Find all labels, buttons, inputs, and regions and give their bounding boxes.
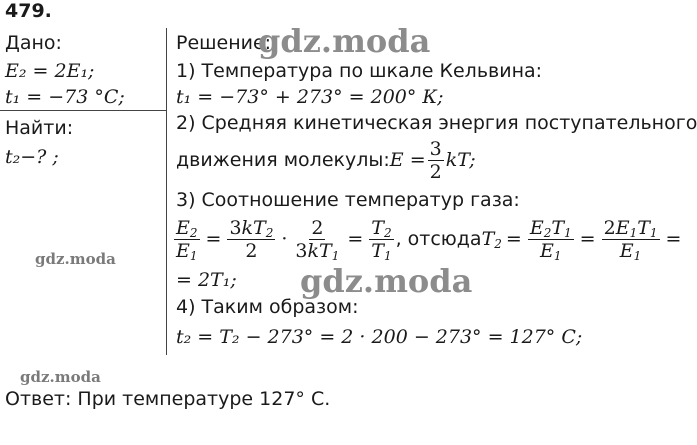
step2-text: движения молекулы: [176, 149, 390, 171]
given-line-1: E₂ = 2E₁; [5, 60, 95, 82]
step3-continuation: = 2T₁; [176, 269, 237, 291]
step2-eq-rhs: kT; [445, 149, 476, 171]
answer: Ответ: При температуре 127° C. [5, 388, 331, 410]
step1-title: 1) Температура по шкале Кельвина: [176, 60, 543, 82]
vertical-divider [166, 28, 167, 355]
step4-title: 4) Таким образом: [176, 296, 359, 318]
watermark-top: gdz.moda [258, 22, 431, 60]
find-line: t₂−? ; [5, 146, 59, 168]
step3-equation: $\frac{E_2}{E_1}$ = $\frac{3kT_2}{2}$ · $\frac{2}{3kT_1}$ = $\frac{T_2}{T_1}$ , отсюда $T_2$ = $\frac{E_2T_1}{E_1}$ = $\frac{2E_1T_1}{E_1}$ = [176, 216, 682, 263]
watermark-left: gdz.moda [35, 250, 116, 268]
step3-word: , отсюда [395, 228, 482, 250]
step2-line1: 2) Средняя кинетическая энергия поступательного [176, 112, 697, 134]
watermark-bottom: gdz.moda [20, 368, 101, 386]
step1-equation: t₁ = −73° + 273° = 200° К; [176, 86, 444, 108]
problem-number: 479. [5, 0, 52, 22]
horizontal-divider [0, 110, 166, 111]
step2-line2 [176, 136, 476, 184]
step2-eq-lhs: E = [389, 149, 426, 171]
step2-frac-den: 2 [429, 160, 442, 183]
given-line-2: t₁ = −73 °C; [5, 86, 125, 108]
given-header: Дано: [5, 32, 62, 54]
solution-header: Решение: [176, 32, 272, 54]
step3-title: 3) Соотношение температур газа: [176, 189, 520, 211]
step2-fraction [428, 139, 444, 182]
step2-frac-num: 3 [429, 137, 442, 160]
watermark-middle: gdz.moda [300, 262, 473, 300]
step4-equation: t₂ = T₂ − 273° = 2 · 200 − 273° = 127° C; [176, 326, 583, 348]
find-header: Найти: [5, 117, 74, 139]
